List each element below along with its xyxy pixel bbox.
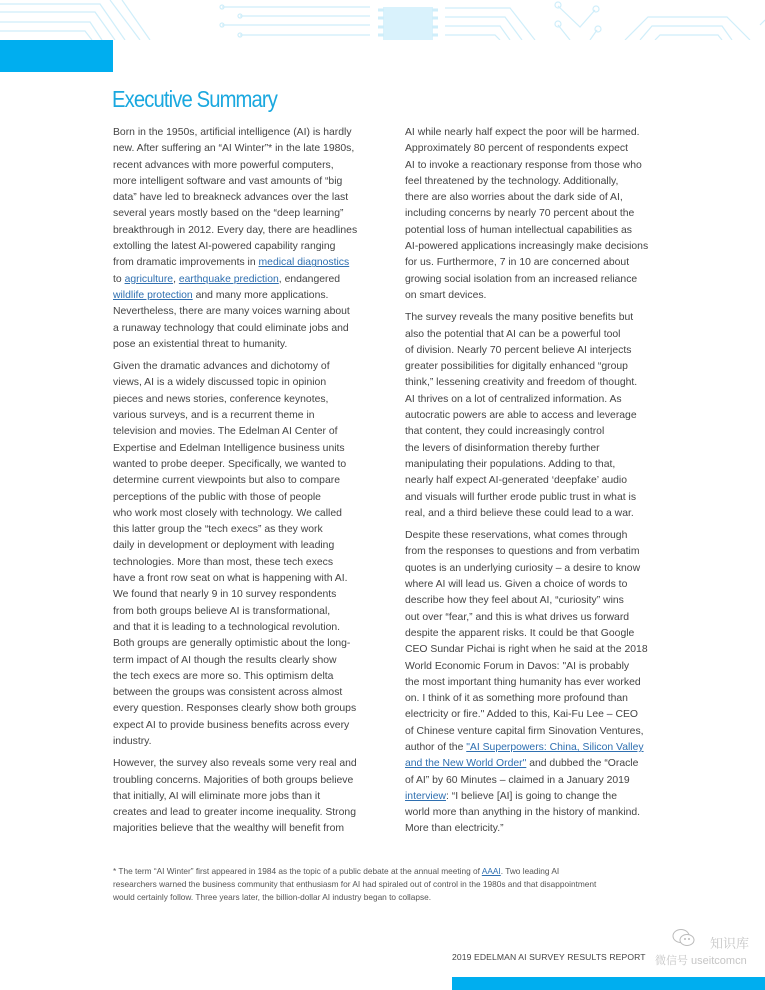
text-line bbox=[113, 701, 388, 717]
text-line bbox=[405, 724, 680, 740]
text-segment: industry. bbox=[113, 735, 152, 747]
text-line bbox=[113, 272, 388, 288]
text-segment: However, the survey also reveals some very real and bbox=[113, 758, 357, 770]
text-line bbox=[113, 789, 388, 805]
text-segment: Given the dramatic advances and dichotomy of bbox=[113, 361, 330, 373]
text-line bbox=[113, 865, 693, 878]
hyperlink[interactable]: AAAI bbox=[481, 866, 501, 876]
hyperlink[interactable]: "AI Superpowers: China, Silicon Valley bbox=[466, 741, 644, 753]
text-line bbox=[113, 158, 388, 174]
text-segment: describe how they feel about AI, “curiosity” wins bbox=[405, 595, 624, 607]
text-line bbox=[113, 490, 388, 506]
watermark-account: 微信号 useitcomcn bbox=[655, 955, 747, 967]
text-segment: data” have led to breakneck advances over the last bbox=[113, 192, 349, 204]
text-segment: * The term “AI Winter” first appeared in 1984 as the topic of a public debate at the annual meeting of bbox=[113, 866, 482, 876]
text-line bbox=[113, 255, 388, 271]
text-line bbox=[405, 756, 680, 772]
text-segment: every question. Responses clearly show both groups bbox=[113, 703, 357, 715]
text-segment: AI while nearly half expect the poor will be harmed. bbox=[405, 127, 640, 138]
text-line bbox=[405, 310, 680, 326]
watermark-name: 知识库 bbox=[710, 936, 750, 951]
text-line bbox=[113, 734, 388, 750]
text-segment: Despite these reservations, what comes through bbox=[405, 530, 628, 542]
text-segment: between the groups was consistent across almost bbox=[113, 687, 343, 699]
text-line bbox=[113, 457, 388, 473]
text-segment: where AI will lead us. Given a choice of words to bbox=[405, 579, 628, 591]
text-segment: the tech execs are more so. This optimism delta bbox=[113, 670, 334, 682]
text-line bbox=[405, 239, 680, 255]
text-line bbox=[113, 190, 388, 206]
text-line bbox=[113, 587, 388, 603]
text-segment: majorities believe that the wealthy will benefit from bbox=[113, 823, 345, 835]
text-segment: Born in the 1950s, artificial intelligence (AI) is hardly bbox=[113, 127, 352, 138]
text-segment: technologies. More than most, these tech execs bbox=[113, 556, 334, 568]
hyperlink[interactable]: medical diagnostics bbox=[258, 257, 350, 269]
text-segment: , bbox=[173, 273, 179, 285]
footer-report-title: 2019 EDELMAN AI SURVEY RESULTS REPORT bbox=[452, 952, 646, 962]
text-segment: various surveys, and is a recurrent theme in bbox=[113, 410, 315, 422]
text-segment: : “I believe [AI] is going to change the bbox=[446, 790, 617, 802]
text-segment: that content, they could increasingly control bbox=[405, 426, 605, 438]
text-line bbox=[405, 473, 680, 489]
text-line bbox=[405, 359, 680, 375]
text-segment: determine current viewpoints but also to compare bbox=[113, 475, 340, 487]
text-line bbox=[405, 642, 680, 658]
text-line bbox=[113, 304, 388, 320]
text-line bbox=[405, 441, 680, 457]
text-line bbox=[405, 255, 680, 271]
text-line bbox=[405, 707, 680, 723]
text-line bbox=[405, 675, 680, 691]
text-segment: have a front row seat on what is happening with AI. bbox=[113, 573, 348, 585]
text-segment: several years mostly based on the “deep learning” bbox=[113, 208, 344, 220]
text-line bbox=[113, 555, 388, 571]
text-segment: this latter group the “tech execs” as they work bbox=[113, 524, 323, 536]
text-line bbox=[113, 773, 388, 789]
text-segment: AI-powered applications increasingly make decisions bbox=[405, 241, 649, 253]
paragraph bbox=[405, 310, 680, 522]
text-segment: perceptions of the public with those of people bbox=[113, 491, 321, 503]
text-line bbox=[113, 653, 388, 669]
text-line bbox=[405, 158, 680, 174]
text-segment: electricity or fire." Added to this, Kai-Fu Lee – CEO bbox=[405, 709, 638, 721]
text-segment: from both groups believe AI is transformational, bbox=[113, 605, 331, 617]
text-line bbox=[113, 756, 388, 772]
paragraph bbox=[113, 125, 388, 353]
text-segment: , endangered bbox=[278, 273, 341, 285]
text-segment: to bbox=[113, 273, 125, 285]
text-line bbox=[113, 604, 388, 620]
text-segment: also the potential that AI can be a powerful tool bbox=[405, 328, 621, 340]
text-line bbox=[113, 141, 388, 157]
footnote bbox=[113, 865, 693, 904]
circuit-decoration bbox=[0, 0, 765, 40]
text-segment: . Two leading AI bbox=[500, 866, 560, 876]
text-line bbox=[405, 272, 680, 288]
text-segment: researchers warned the business community that enthusiasm for AI had spiraled out of control in the 1980s and that disappointment bbox=[113, 879, 597, 889]
text-segment: extolling the latest AI-powered capability ranging bbox=[113, 241, 336, 253]
text-line bbox=[405, 174, 680, 190]
text-segment: wanted to probe deeper. Specifically, we wanted to bbox=[113, 458, 347, 470]
text-segment: nearly half expect AI-generated ‘deepfake’ audio bbox=[405, 475, 628, 487]
text-segment: and that it is leading to a technological revolution. bbox=[113, 621, 341, 633]
text-line bbox=[405, 821, 680, 837]
column-right bbox=[405, 125, 680, 844]
text-line bbox=[405, 392, 680, 408]
text-segment: think,” lessening creativity and freedom of thought. bbox=[405, 377, 638, 389]
text-segment: out over “fear,” and this is what drives us forward bbox=[405, 611, 630, 623]
footer-accent-bar bbox=[452, 977, 765, 990]
text-line bbox=[113, 392, 388, 408]
text-line bbox=[113, 571, 388, 587]
text-line bbox=[405, 561, 680, 577]
text-line bbox=[113, 636, 388, 652]
text-segment: pose an existential threat to humanity. bbox=[113, 338, 288, 350]
text-segment: More than electricity.” bbox=[405, 823, 504, 835]
text-line bbox=[405, 805, 680, 821]
text-segment: of AI” by 60 Minutes – claimed in a January 2019 bbox=[405, 774, 630, 786]
text-line bbox=[113, 473, 388, 489]
text-line bbox=[405, 528, 680, 544]
text-line bbox=[405, 773, 680, 789]
text-segment: would certainly follow. Three years later, the billion-dollar AI industry began to collapse. bbox=[113, 892, 432, 902]
text-segment: for us. Furthermore, 7 in 10 are concerned about bbox=[405, 257, 630, 269]
text-segment: Both groups are generally optimistic about the long- bbox=[113, 638, 351, 650]
text-line bbox=[405, 490, 680, 506]
text-segment: expect AI to provide business benefits across every bbox=[113, 719, 350, 731]
text-line bbox=[405, 659, 680, 675]
text-line bbox=[405, 223, 680, 239]
text-segment: We found that nearly 9 in 10 survey respondents bbox=[113, 589, 337, 601]
text-segment: breakthrough in 2012. Every day, there are headlines bbox=[113, 224, 358, 236]
text-line bbox=[405, 125, 680, 141]
text-line bbox=[405, 506, 680, 522]
text-line bbox=[405, 789, 680, 805]
text-line bbox=[113, 206, 388, 222]
text-segment: term impact of AI though the results clearly show bbox=[113, 654, 337, 666]
text-segment: creates and lead to greater income inequality. Strong bbox=[113, 807, 356, 819]
text-line bbox=[113, 424, 388, 440]
text-segment: that initially, AI will eliminate more jobs than it bbox=[113, 790, 321, 802]
text-line bbox=[113, 669, 388, 685]
text-segment: recent advances with more powerful computers, bbox=[113, 159, 334, 171]
text-line bbox=[113, 506, 388, 522]
text-line bbox=[113, 522, 388, 538]
text-line bbox=[113, 288, 388, 304]
text-line bbox=[405, 375, 680, 391]
text-segment: views, AI is a widely discussed topic in opinion bbox=[113, 377, 327, 389]
text-line bbox=[113, 174, 388, 190]
text-line bbox=[113, 718, 388, 734]
text-line bbox=[113, 408, 388, 424]
text-line bbox=[113, 441, 388, 457]
text-segment: television and movies. The Edelman AI Center of bbox=[113, 426, 338, 438]
text-segment: Nevertheless, there are many voices warning about bbox=[113, 306, 350, 318]
text-line bbox=[113, 125, 388, 141]
wechat-icon bbox=[672, 928, 696, 948]
text-segment: from the responses to questions and from verbatim bbox=[405, 546, 640, 558]
text-segment: AI to invoke a reactionary response from those who bbox=[405, 159, 642, 171]
text-segment: Approximately 80 percent of respondents expect bbox=[405, 143, 628, 155]
text-segment: a runaway technology that could eliminate jobs and bbox=[113, 322, 349, 334]
text-segment: author of the bbox=[405, 741, 467, 753]
text-segment: including concerns by nearly 70 percent about the bbox=[405, 208, 635, 220]
text-line bbox=[405, 206, 680, 222]
text-segment: on smart devices. bbox=[405, 289, 487, 301]
text-segment: CEO Sundar Pichai is right when he said at the 2018 bbox=[405, 644, 648, 656]
accent-block bbox=[0, 40, 113, 72]
hyperlink[interactable]: agriculture bbox=[124, 273, 174, 285]
text-line bbox=[113, 620, 388, 636]
text-segment: growing social isolation from an increased reliance bbox=[405, 273, 638, 285]
text-line bbox=[405, 544, 680, 560]
text-line bbox=[113, 337, 388, 353]
text-segment: who work most closely with technology. We called bbox=[113, 507, 342, 519]
text-segment: manipulating their populations. Adding to that, bbox=[405, 458, 616, 470]
hyperlink[interactable]: and the New World Order" bbox=[405, 758, 527, 770]
text-line bbox=[405, 740, 680, 756]
text-line bbox=[405, 691, 680, 707]
text-segment: of Chinese venture capital firm Sinovation Ventures, bbox=[405, 725, 644, 737]
text-line bbox=[113, 891, 693, 904]
text-segment: new. After suffering an “AI Winter”* in the late 1980s, bbox=[113, 143, 355, 155]
text-segment: there are also worries about the dark side of AI, bbox=[405, 192, 623, 204]
text-segment: potential loss of human intellectual capabilities as bbox=[405, 224, 632, 236]
text-line bbox=[113, 878, 693, 891]
paragraph bbox=[405, 528, 680, 838]
text-line bbox=[113, 359, 388, 375]
text-segment: of division. Nearly 70 percent believe AI interjects bbox=[405, 344, 632, 356]
page-title: Executive Summary bbox=[112, 86, 278, 112]
text-line bbox=[405, 408, 680, 424]
text-segment: the levers of disinformation thereby further bbox=[405, 442, 600, 454]
hyperlink[interactable]: interview bbox=[405, 790, 446, 802]
text-segment: The survey reveals the many positive benefits but bbox=[405, 312, 634, 324]
text-line bbox=[113, 375, 388, 391]
text-segment: World Economic Forum in Davos: "AI is probably bbox=[405, 660, 630, 672]
text-segment: pieces and news stories, conference keynotes, bbox=[113, 393, 329, 405]
text-segment: the most important thing humanity has ever worked bbox=[405, 676, 641, 688]
text-line bbox=[405, 593, 680, 609]
paragraph bbox=[113, 359, 388, 750]
column-left bbox=[113, 125, 388, 844]
hyperlink[interactable]: earthquake prediction bbox=[178, 273, 279, 285]
text-segment: and visuals will further erode public trust in what is bbox=[405, 491, 637, 503]
text-line bbox=[405, 141, 680, 157]
text-segment: real, and a third believe these could lead to a war. bbox=[405, 507, 634, 519]
paragraph bbox=[405, 125, 680, 304]
text-line bbox=[405, 626, 680, 642]
text-line bbox=[405, 457, 680, 473]
text-line bbox=[405, 343, 680, 359]
text-segment: Expertise and Edelman Intelligence business units bbox=[113, 442, 345, 454]
text-segment: quotes is an underlying curiosity – a desire to know bbox=[405, 562, 641, 574]
text-line bbox=[113, 321, 388, 337]
text-segment: daily in development or deployment with leading bbox=[113, 540, 335, 552]
text-segment: and many more applications. bbox=[192, 289, 329, 301]
text-line bbox=[405, 424, 680, 440]
text-line bbox=[113, 685, 388, 701]
text-segment: on. I think of it as something more profound than bbox=[405, 693, 628, 705]
text-segment: world more than anything in the history of mankind. bbox=[405, 807, 641, 819]
text-segment: more intelligent software and vast amounts of “big bbox=[113, 175, 343, 187]
text-line bbox=[113, 538, 388, 554]
text-line bbox=[405, 288, 680, 304]
text-line bbox=[113, 239, 388, 255]
text-line bbox=[405, 610, 680, 626]
hyperlink[interactable]: wildlife protection bbox=[113, 289, 193, 301]
text-segment: and dubbed the “Oracle bbox=[526, 758, 639, 770]
text-segment: from dramatic improvements in bbox=[113, 257, 259, 269]
text-segment: feel threatened by the technology. Additionally, bbox=[405, 175, 619, 187]
text-line bbox=[405, 327, 680, 343]
paragraph bbox=[113, 756, 388, 837]
text-line bbox=[405, 577, 680, 593]
text-segment: greater possibilities for digitally enhanced “group bbox=[405, 361, 628, 373]
text-segment: troubling concerns. Majorities of both groups believe bbox=[113, 774, 354, 786]
text-line bbox=[113, 805, 388, 821]
text-segment: autocratic powers are able to access and leverage bbox=[405, 410, 637, 422]
text-segment: AI thrives on a lot of centralized information. As bbox=[405, 393, 622, 405]
text-line bbox=[113, 223, 388, 239]
text-segment: despite the apparent risks. It could be that Google bbox=[405, 627, 635, 639]
text-line bbox=[113, 821, 388, 837]
text-line bbox=[405, 190, 680, 206]
